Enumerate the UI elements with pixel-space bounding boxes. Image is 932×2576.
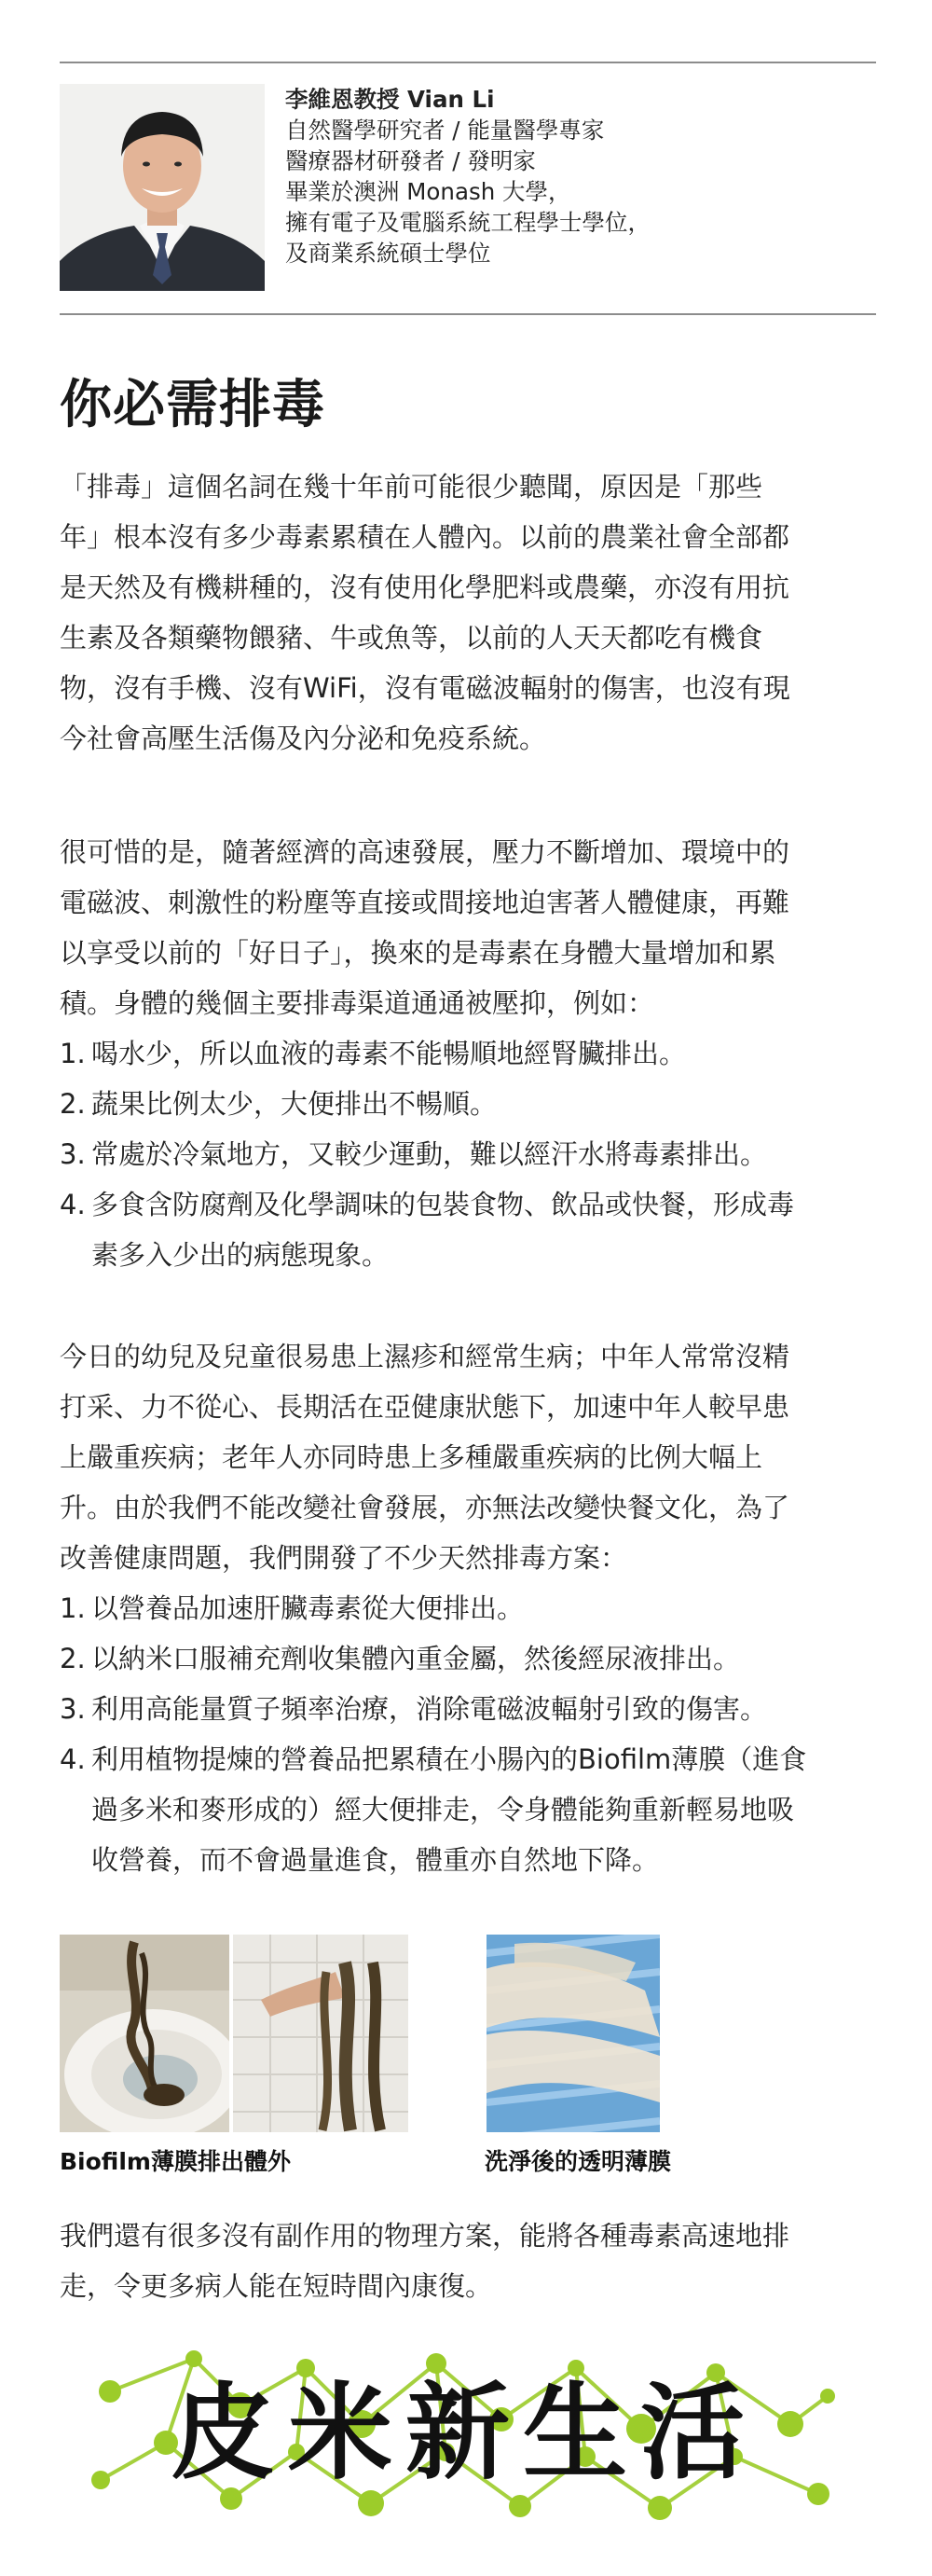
list-item [60,1583,878,1633]
text-line: 升。由於我們不能改變社會發展，亦無法改變快餐文化，為了 [60,1492,790,1523]
author-line: 醫療器材研發者 / 發明家 [285,147,536,174]
list-number: 1. [60,1592,86,1624]
list-text-line: 素多入少出的病態現象。 [91,1239,390,1271]
text-line: 今社會高壓生活傷及內分泌和免疫系統。 [60,723,547,754]
list-number: 2. [60,1088,86,1120]
text-line: 生素及各類藥物餵豬、牛或魚等，以前的人天天都吃有機食 [60,622,763,654]
photo-hand [233,1935,408,2132]
paragraph-2 [60,827,878,1028]
text-line: 走，令更多病人能在短時間內康復。 [60,2270,493,2302]
list-item [60,1684,878,1734]
author-line: 及商業系統碩士學位 [285,240,491,267]
list-text-line: 多食含防腐劑及化學調味的包裝食物、飲品或快餐，形成毒 [91,1189,795,1220]
list-number: 2. [60,1643,86,1674]
text-line: 「排毒」這個名詞在幾十年前可能很少聽聞，原因是「那些 [60,471,763,503]
list-item [60,1129,878,1179]
list-number: 1. [60,1038,86,1069]
brand-logo [82,2340,846,2527]
list-item [60,1179,878,1280]
list-text: 常處於冷氣地方，又較少運動，難以經汗水將毒素排出。 [91,1138,768,1170]
text-line: 打采、力不從心、長期活在亞健康狀態下，加速中年人較早患 [60,1391,790,1423]
list-text [91,1734,874,1885]
list-text: 以納米口服補充劑收集體內重金屬，然後經尿液排出。 [91,1643,741,1674]
list-text-line: 過多米和麥形成的）經大便排走，令身體能夠重新輕易地吸 [91,1794,795,1825]
list-item [60,1633,878,1684]
article-title: 你必需排毒 [60,375,325,435]
text-line: 很可惜的是，隨著經濟的高速發展，壓力不斷增加、環境中的 [60,836,790,868]
list-text: 喝水少，所以血液的毒素不能暢順地經腎臟排出。 [91,1038,687,1069]
list-text-line: 利用植物提煉的營養品把累積在小腸內的Biofilm薄膜（進食 [91,1743,807,1775]
caption-biofilm: Biofilm薄膜排出體外 [60,2148,291,2175]
text-line: 今日的幼兒及兒童很易患上濕疹和經常生病；中年人常常沒精 [60,1341,790,1372]
bottom-rule [60,313,876,315]
author-photo [60,84,265,291]
text-line: 電磁波、刺激性的粉塵等直接或間接地迫害著人體健康，再難 [60,887,790,918]
author-line: 擁有電子及電腦系統工程學士學位， [285,209,651,236]
author-line: 畢業於澳洲 Monash 大學， [285,178,571,205]
text-line: 上嚴重疾病；老年人亦同時患上多種嚴重疾病的比例大幅上 [60,1441,763,1473]
list-text: 以營養品加速肝臟毒素從大便排出。 [91,1592,525,1624]
paragraph-closing [60,2211,878,2311]
author-box [60,84,876,296]
list-text [91,1179,874,1280]
paragraph-1 [60,461,878,764]
paragraph-3 [60,1331,878,1583]
photo-membrane [487,1935,660,2132]
author-bio [285,84,863,269]
list-item [60,1734,878,1885]
text-line: 年」根本沒有多少毒素累積在人體內。以前的農業社會全部都 [60,521,790,553]
list-number: 4. [60,1189,86,1220]
list-number: 3. [60,1693,86,1725]
caption-clean-membrane: 洗淨後的透明薄膜 [485,2148,672,2175]
text-line: 積。身體的幾個主要排毒渠道通通被壓抑，例如： [60,987,655,1019]
photo-toilet [60,1935,229,2132]
list-number: 4. [60,1743,86,1775]
top-rule [60,62,876,63]
text-line: 以享受以前的「好日子」，換來的是毒素在身體大量增加和累 [60,937,776,969]
logo-text: 皮米新生活 [171,2373,758,2494]
list-item [60,1079,878,1129]
list-text: 利用高能量質子頻率治療，消除電磁波輻射引致的傷害。 [91,1693,768,1725]
text-line: 改善健康問題，我們開發了不少天然排毒方案： [60,1542,628,1574]
text-line: 是天然及有機耕種的，沒有使用化學肥料或農藥，亦沒有用抗 [60,572,790,603]
list-text-line: 收營養，而不會過量進食，體重亦自然地下降。 [91,1844,660,1876]
author-line: 自然醫學研究者 / 能量醫學專家 [285,117,605,144]
author-name: 李維恩教授 Vian Li [285,86,495,113]
list-number: 3. [60,1138,86,1170]
list-item [60,1028,878,1079]
list-text: 蔬果比例太少，大便排出不暢順。 [91,1088,498,1120]
text-line: 我們還有很多沒有副作用的物理方案，能將各種毒素高速地排 [60,2220,790,2252]
text-line: 物，沒有手機、沒有WiFi，沒有電磁波輻射的傷害，也沒有現 [60,672,790,704]
